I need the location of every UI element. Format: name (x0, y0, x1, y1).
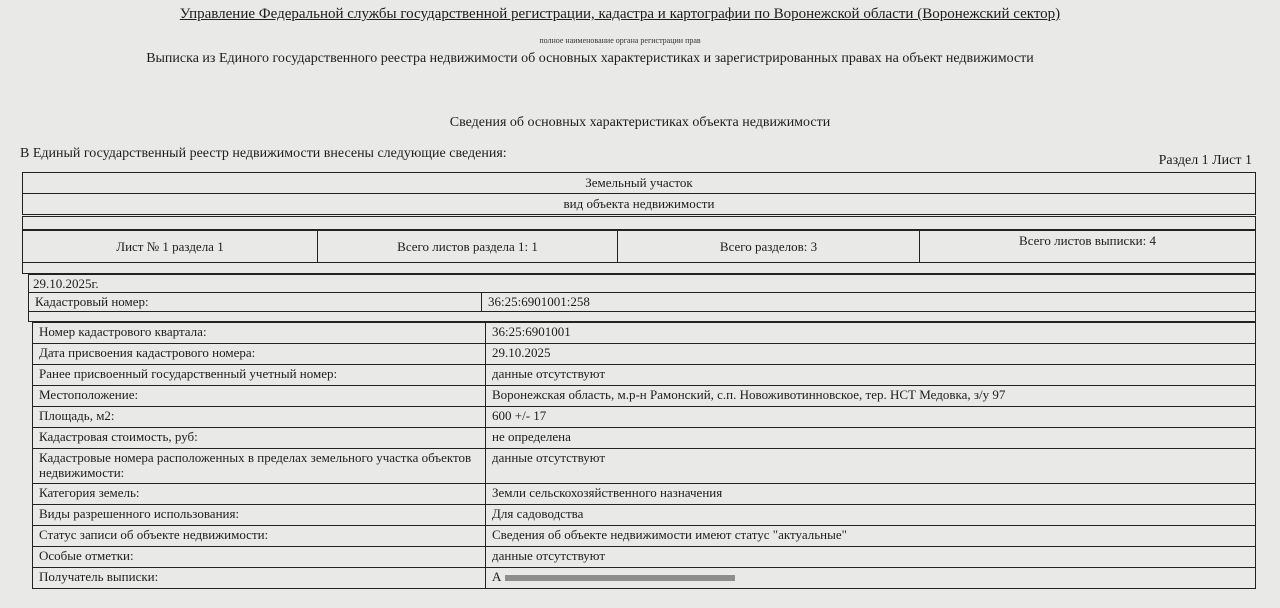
sheet-info-bar (22, 230, 1256, 263)
row-value: данные отсутствуют (492, 450, 606, 465)
total-sections: Всего разделов: 3 (618, 231, 920, 262)
cadastral-number-label: Кадастровый номер: (29, 293, 482, 311)
section-title: Сведения об основных характеристиках объекта недвижимости (449, 115, 831, 130)
sheet-number: Лист № 1 раздела 1 (23, 231, 318, 262)
table-row (33, 505, 1255, 526)
date-cell (28, 274, 1256, 293)
row-value: данные отсутствуют (492, 366, 606, 381)
object-type-caption: вид объекта недвижимости (563, 196, 715, 211)
row-value: Земли сельскохозяйственного назначения (492, 485, 723, 500)
row-value: 600 +/- 17 (492, 408, 547, 423)
spacer-row (22, 216, 1256, 230)
table-row (33, 365, 1255, 386)
row-label: Получатель выписки: (33, 568, 486, 588)
row-value: Для садоводства (492, 506, 584, 521)
row-value: 36:25:6901001 (492, 324, 571, 339)
row-value: данные отсутствуют (492, 548, 606, 563)
table-row (33, 386, 1255, 407)
row-label: Ранее присвоенный государственный учетный номер: (33, 365, 486, 385)
table-row (33, 526, 1255, 547)
redaction-mark (505, 575, 735, 581)
extract-date: 29.10.2025г. (33, 276, 99, 291)
row-value: Воронежская область, м.р-н Рамонский, с.п. Новоживотинновское, тер. НСТ Медовка, з/у 97 (492, 387, 1006, 402)
authority-name: Управление Федеральной службы государственной регистрации, кадастра и картографии по Воронежской области (Воронежский сектор) (179, 6, 1061, 22)
row-label: Статус записи об объекте недвижимости: (33, 526, 486, 546)
table-row (33, 344, 1255, 365)
characteristics-table (32, 322, 1256, 589)
cadastral-number-row (28, 292, 1256, 312)
spacer-row-2 (22, 262, 1256, 274)
row-value: не определена (492, 429, 571, 444)
authority-note: полное наименование органа регистрации прав (539, 36, 701, 45)
row-label: Категория земель: (33, 484, 486, 504)
table-row (33, 449, 1255, 484)
object-type-cell (22, 172, 1256, 194)
object-type: Земельный участок (585, 175, 693, 190)
extract-title: Выписка из Единого государственного реестра недвижимости об основных характеристиках и зарегистрированных правах на объект недвижимости (146, 51, 1034, 66)
table-row (33, 323, 1255, 344)
table-row (33, 484, 1255, 505)
row-label: Кадастровые номера расположенных в пределах земельного участка объектов недвижимости: (33, 449, 486, 483)
table-row (33, 407, 1255, 428)
cadastral-number-value: 36:25:6901001:258 (488, 294, 590, 309)
row-label: Виды разрешенного использования: (33, 505, 486, 525)
object-type-caption-cell (22, 193, 1256, 215)
table-row (33, 568, 1255, 588)
table-row (33, 428, 1255, 449)
row-label: Кадастровая стоимость, руб: (33, 428, 486, 448)
sheet-reference: Раздел 1 Лист 1 (1158, 153, 1252, 168)
row-label: Особые отметки: (33, 547, 486, 567)
total-sheets-section: Всего листов раздела 1: 1 (318, 231, 618, 262)
table-row (33, 547, 1255, 568)
row-label: Местоположение: (33, 386, 486, 406)
row-label: Площадь, м2: (33, 407, 486, 427)
recipient-initial: А (492, 569, 502, 584)
row-value: 29.10.2025 (492, 345, 551, 360)
spacer-row-3 (28, 311, 1256, 322)
total-sheets-extract: Всего листов выписки: 4 (1019, 233, 1156, 248)
intro-text: В Единый государственный реестр недвижимости внесены следующие сведения: (20, 146, 507, 161)
row-label: Дата присвоения кадастрового номера: (33, 344, 486, 364)
row-value (486, 568, 1255, 588)
row-value: Сведения об объекте недвижимости имеют статус "актуальные" (492, 527, 847, 542)
row-label: Номер кадастрового квартала: (33, 323, 486, 343)
